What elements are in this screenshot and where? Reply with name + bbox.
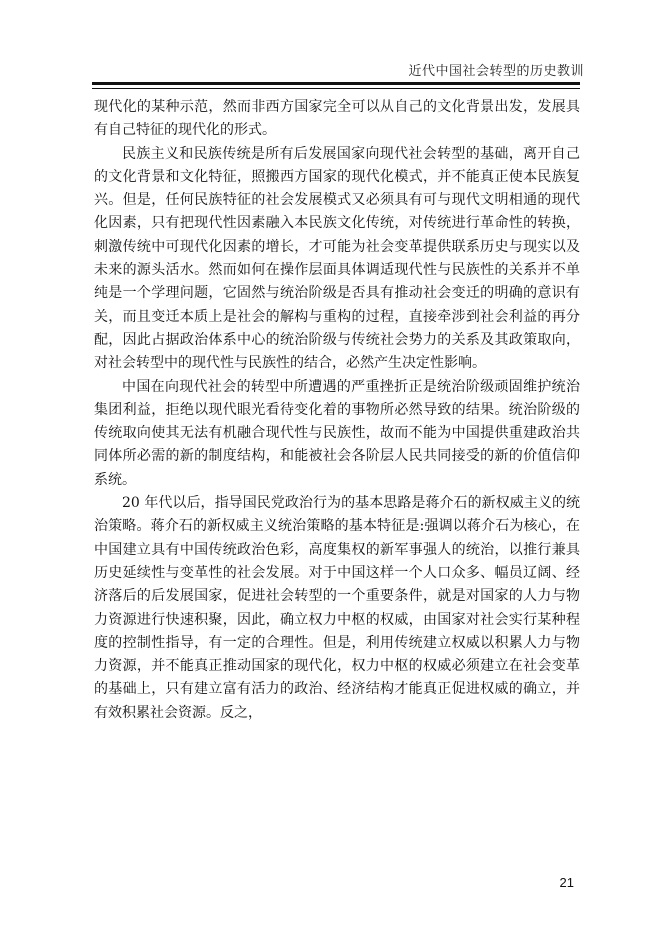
paragraph: 中国在向现代社会的转型中所遭遇的严重挫折正是统治阶级顽固维护统治集团利益，拒绝以现代眼光看待变化着的事物所必然导致的结果。统治阶级的传统取向使其无法有机融合现代性与民族性，故而不能为中国提供重建政治共同体所必需的新的制度结构，和能被社会各阶层人民共同接受的新的价值信仰系统。 [94, 378, 580, 488]
header-rule-thin [92, 88, 580, 89]
header-rule-thick [92, 82, 580, 85]
paragraph-continued: 现代化的某种示范，然而非西方国家完全可以从自己的文化背景出发，发展具有自己特征的现代化的形式。 [94, 99, 580, 139]
running-head-title: 近代中国社会转型的历史教训 [408, 64, 584, 79]
body-text [94, 96, 580, 725]
paragraph: 民族主义和民族传统是所有后发展国家向现代社会转型的基础，离开自己的文化背景和文化特征，照搬西方国家的现代化模式，并不能真正使本民族复兴。但是，任何民族特征的社会发展模式又必须具有可与现代文明相通的现代化因素，只有把现代性因素融入本民族文化传统，对传统进行革命性的转换，刺激传统中可现代化因素的增长，才可能为社会变革提供联系历史与现实以及未来的源头活水。然而如何在操作层面具体调适现代性与民族性的关系并不单纯是一个学理问题，它固然与统治阶级是否具有推动社会变迁的明确的意识有关，而且变迁本质上是社会的解构与重构的过程，直接牵涉到社会利益的再分配，因此占据政治体系中心的统治阶级与传统社会势力的关系及其政策取向，对社会转型中的现代性与民族性的结合，必然产生决定性影响。 [94, 145, 580, 372]
page-number: 21 [559, 875, 574, 890]
paragraph: 20 年代以后，指导国民党政治行为的基本思路是蒋介石的新权威主义的统治策略。蒋介石的新权威主义统治策略的基本特征是:强调以蒋介石为核心，在中国建立具有中国传统政治色彩，高度集权的新军事强人的统治，以推行兼具历史延续性与变革性的社会发展。对于中国这样一个人口众多、幅员辽阔、经济落后的后发展国家，促进社会转型的一个重要条件，就是对国家的人力与物力资源进行快速积聚，因此，确立权力中枢的权威，由国家对社会实行某种程度的控制性指导，有一定的合理性。但是，利用传统建立权威以积累人力与物力资源，并不能真正推动国家的现代化，权力中枢的权威必须建立在社会变革的基础上，只有建立富有活力的政治、经济结构才能真正促进权威的确立，并有效积累社会资源。反之， [94, 495, 580, 721]
